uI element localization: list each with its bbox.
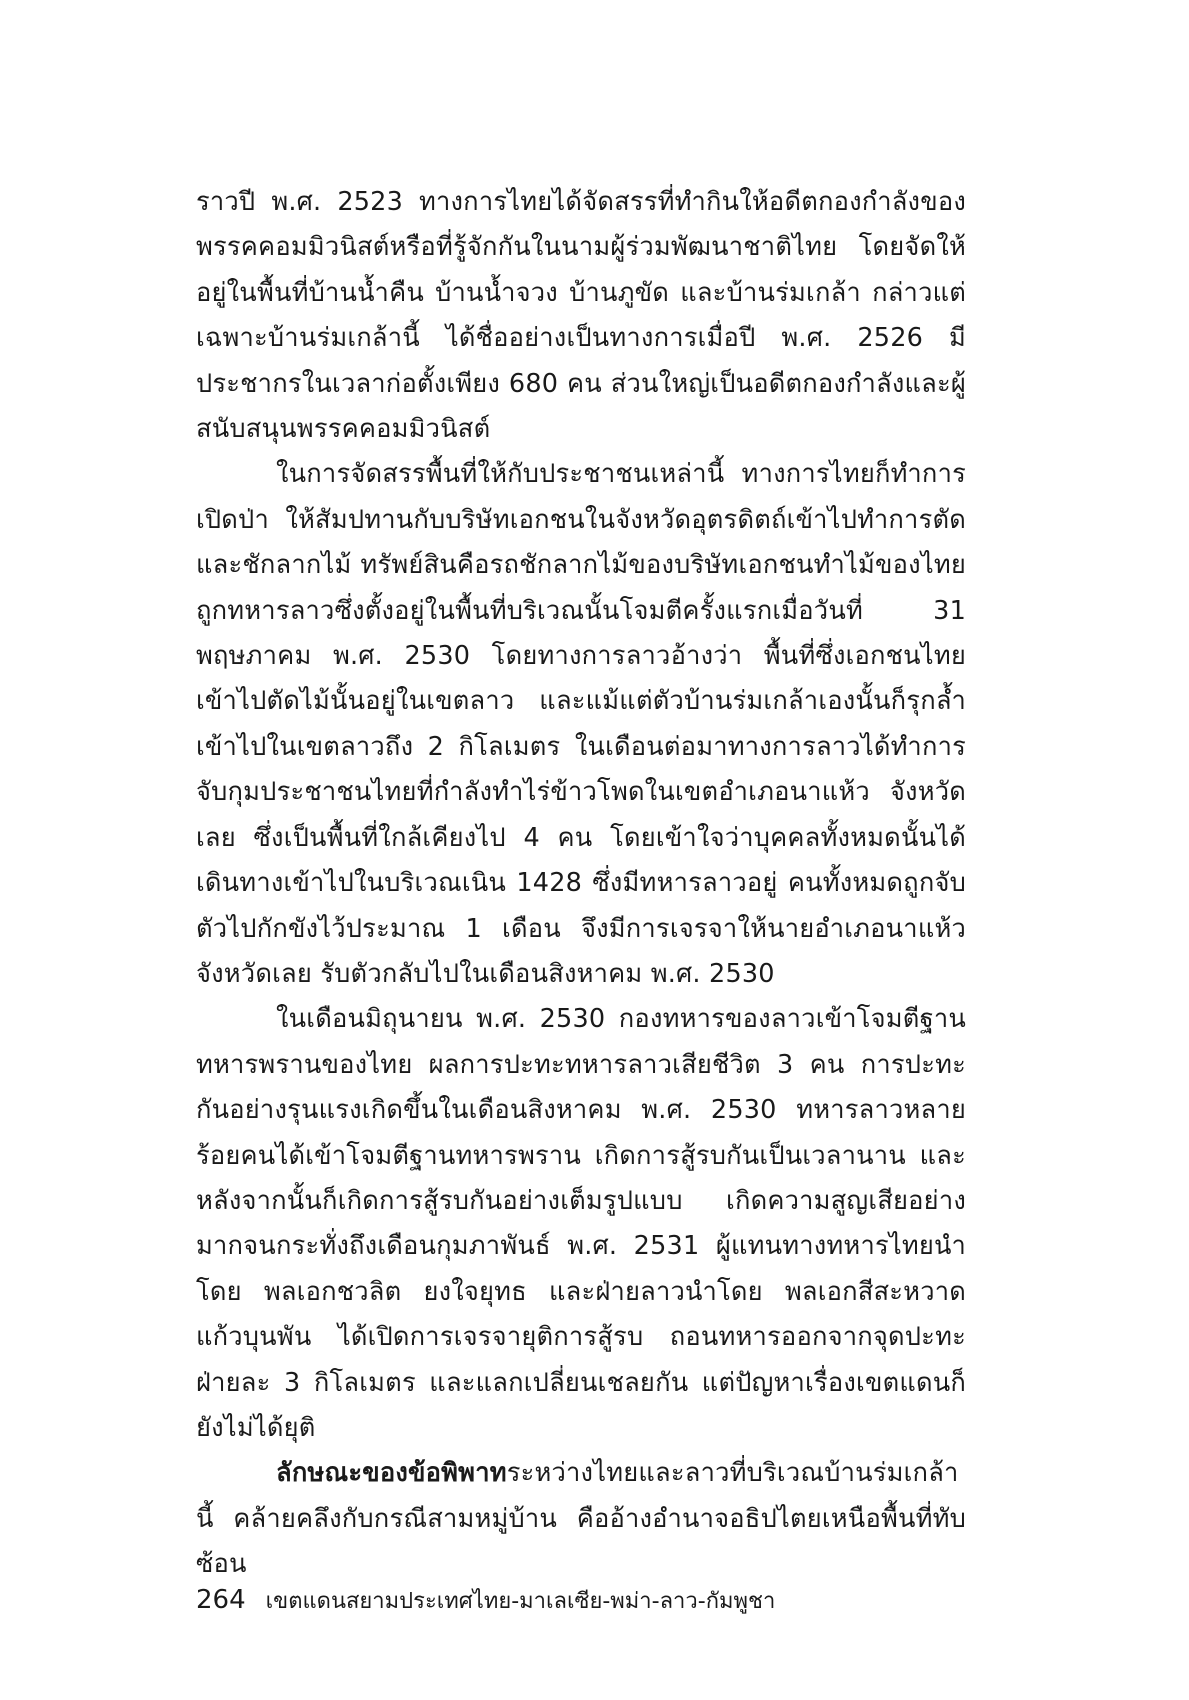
paragraph-2: ในการจัดสรรพื้นที่ให้กับประชาชนเหล่านี้ ทางการไทยก็ทำการเปิดป่า ให้สัมปทานกับบริษัทเอกชนในจังหวัดอุตรดิตถ์เข้าไปทำการตัดและชักลากไม้ ทรัพย์สินคือรถชักลากไม้ของบริษัทเอกชนทำไม้ของไทยถูกทหารลาวซึ่งตั้งอยู่ในพื้นที่บริเวณนั้นโจมตีครั้งแรกเมื่อวันที่ 31 พฤษภาคม พ.ศ. 2530 โดยทางการลาวอ้างว่า พื้นที่ซึ่งเอกชนไทยเข้าไปตัดไม้นั้นอยู่ในเขตลาว และแม้แต่ตัวบ้านร่มเกล้าเองนั้นก็รุกล้ำเข้าไปในเขตลาวถึง 2 กิโลเมตร ในเดือนต่อมาทางการลาวได้ทำการจับกุมประชาชนไทยที่กำลังทำไร่ข้าวโพดในเขตอำเภอนาแห้ว จังหวัดเลย ซึ่งเป็นพื้นที่ใกล้เคียงไป 4 คน โดยเข้าใจว่าบุคคลทั้งหมดนั้นได้เดินทางเข้าไปในบริเวณเนิน 1428 ซึ่งมีทหารลาวอยู่ คนทั้งหมดถูกจับตัวไปกักขังไว้ประมาณ 1 เดือน จึงมีการเจรจาให้นายอำเภอนาแห้ว จังหวัดเลย รับตัวกลับไปในเดือนสิงหาคม พ.ศ. 2530 [196, 459, 966, 989]
page-footer [196, 1583, 966, 1623]
paragraph-4 [196, 1451, 966, 1587]
running-title: เขตแดนสยามประเทศไทย-มาเลเซีย-พม่า-ลาว-กัมพูชา [265, 1589, 776, 1614]
page-number: 264 [196, 1585, 246, 1615]
body-text [196, 180, 966, 1588]
paragraph-1: ราวปี พ.ศ. 2523 ทางการไทยได้จัดสรรที่ทำกินให้อดีตกองกำลังของพรรคคอมมิวนิสต์หรือที่รู้จักกันในนามผู้ร่วมพัฒนาชาติไทย โดยจัดให้อยู่ในพื้นที่บ้านน้ำคืน บ้านน้ำจวง บ้านภูขัด และบ้านร่มเกล้า กล่าวแต่เฉพาะบ้านร่มเกล้านี้ ได้ชื่ออย่างเป็นทางการเมื่อปี พ.ศ. 2526 มีประชากรในเวลาก่อตั้งเพียง 680 คน ส่วนใหญ่เป็นอดีตกองกำลังและผู้สนับสนุนพรรคคอมมิวนิสต์ [196, 187, 966, 445]
paragraph-4-bold-lead: ลักษณะของข้อพิพาท [276, 1458, 507, 1489]
paragraph-4-text: ระหว่างไทยและลาวที่บริเวณบ้านร่มเกล้านี้ คล้ายคลึงกับกรณีสามหมู่บ้าน คืออ้างอำนาจอธิปไตยเหนือพื้นที่ทับซ้อน [196, 1458, 966, 1580]
paragraph-3: ในเดือนมิถุนายน พ.ศ. 2530 กองทหารของลาวเข้าโจมตีฐานทหารพรานของไทย ผลการปะทะทหารลาวเสียชีวิต 3 คน การปะทะกันอย่างรุนแรงเกิดขึ้นในเดือนสิงหาคม พ.ศ. 2530 ทหารลาวหลายร้อยคนได้เข้าโจมตีฐานทหารพราน เกิดการสู้รบกันเป็นเวลานาน และหลังจากนั้นก็เกิดการสู้รบกันอย่างเต็มรูปแบบ เกิดความสูญเสียอย่างมากจนกระทั่งถึงเดือนกุมภาพันธ์ พ.ศ. 2531 ผู้แทนทางทหารไทยนำโดย พลเอกชวลิต ยงใจยุทธ และฝ่ายลาวนำโดย พลเอกสีสะหวาด แก้วบุนพัน ได้เปิดการเจรจายุติการสู้รบ ถอนทหารออกจากจุดปะทะฝ่ายละ 3 กิโลเมตร และแลกเปลี่ยนเชลยกัน แต่ปัญหาเรื่องเขตแดนก็ยังไม่ได้ยุติ [196, 1004, 966, 1443]
